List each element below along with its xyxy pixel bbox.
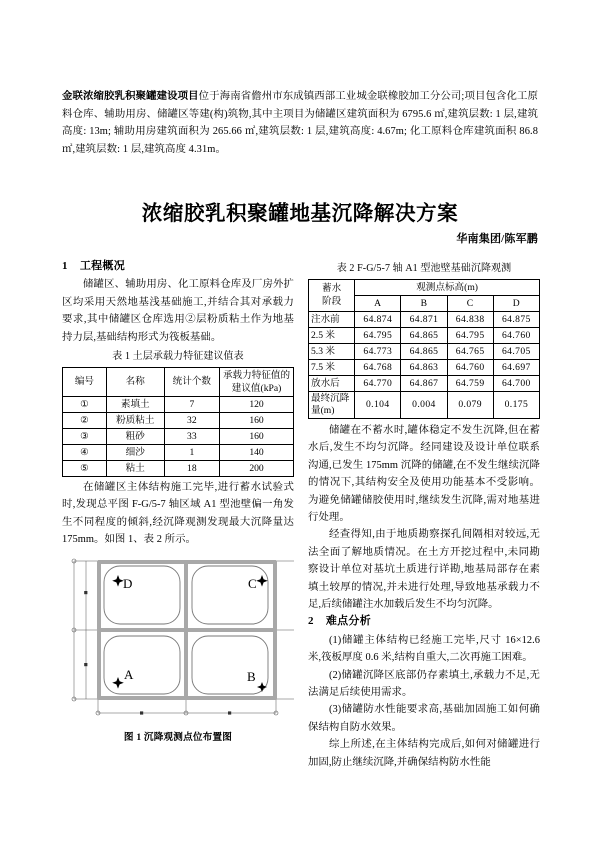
table-1-caption: 表 1 土层承载力特征建议值表: [112, 351, 244, 363]
cell-value-a: 64.773: [355, 343, 401, 359]
cell-id: ①: [63, 396, 107, 412]
table-row: [63, 396, 294, 412]
cell-value-b: 64.865: [401, 343, 447, 359]
table-row-header: [63, 367, 294, 396]
col-header-name: 名称: [106, 367, 164, 396]
cell-value-d: 64.875: [493, 311, 539, 327]
col-header-elevation-group: 观测点标高(m): [355, 279, 540, 295]
section-1-paragraph: 储罐区、辅助用房、化工原料仓库及厂房外扩区均采用天然地基浅基础施工,并结合其对承载力要求,其中储罐区仓库选用②层粉质粘土作为地基持力层,基础结构形式为筏板基础。: [62, 279, 294, 343]
cell-label-b: B: [247, 668, 256, 684]
col-header-id: 编号: [63, 367, 107, 396]
cell-value-d: 64.705: [493, 343, 539, 359]
section-2-heading: [308, 613, 540, 630]
tank-cell-b: [192, 636, 268, 694]
intro-paragraph: [62, 88, 538, 158]
cell-count: 18: [164, 460, 219, 476]
cell-count: 33: [164, 428, 219, 444]
cell-value: 160: [220, 428, 294, 444]
section-2-title: 难点分析: [325, 615, 372, 628]
cell-label-a: A: [124, 666, 134, 682]
byline: 华南集团/陈军鹏: [456, 233, 538, 245]
left-column: [62, 258, 294, 743]
final-label-line-1: 最终沉降: [311, 392, 350, 404]
cell-final-label: [309, 391, 355, 418]
stage-header-line-1: 蓄水: [322, 283, 342, 295]
cell-name: 细沙: [106, 444, 164, 460]
table-settlement-observation: [308, 279, 540, 419]
col-header-point-c: C: [447, 295, 493, 311]
section-2-item-2: (2)储罐沉降区底部仍存素填土,承载力不足,无法满足后续使用需求。: [308, 669, 540, 698]
cell-name: 素填土: [106, 396, 164, 412]
section-1-title: 工程概况: [79, 260, 126, 272]
table-row: [309, 311, 540, 327]
cell-value-c: 64.838: [447, 311, 493, 327]
figure-svg: [62, 555, 294, 727]
cell-value-b: 64.865: [401, 327, 447, 343]
cell-value-b: 64.867: [401, 375, 447, 391]
cell-stage: 5.3 米: [309, 343, 355, 359]
final-label-line-2: 量(m): [311, 404, 335, 416]
figure-caption: 图 1 沉降观测点位布置图: [123, 731, 233, 743]
section-2-number: 2: [308, 615, 314, 628]
cell-label-d: D: [123, 575, 133, 591]
cell-id: ④: [63, 444, 107, 460]
col-header-stage: [309, 279, 355, 311]
cell-value-c: 64.759: [447, 375, 493, 391]
section-1-number: 1: [62, 260, 68, 272]
cell-final-d: 0.175: [493, 391, 539, 418]
cell-value: 200: [220, 460, 294, 476]
col-header-point-d: D: [493, 295, 539, 311]
cell-final-a: 0.104: [355, 391, 401, 418]
cell-final-b: 0.004: [401, 391, 447, 418]
cell-id: ⑤: [63, 460, 107, 476]
col-header-point-b: B: [401, 295, 447, 311]
cell-id: ③: [63, 428, 107, 444]
table-row-header-group: [309, 279, 540, 295]
stage-header-line-2: 阶段: [322, 296, 342, 308]
cell-value-c: 64.760: [447, 359, 493, 375]
cell-value-a: 64.874: [355, 311, 401, 327]
cell-count: 7: [164, 396, 219, 412]
cell-stage: 注水前: [309, 311, 355, 327]
table-row: [309, 343, 540, 359]
cell-final-c: 0.079: [447, 391, 493, 418]
table-row: [63, 412, 294, 428]
col-header-value: 承载力特征值的建议值(kPa): [220, 367, 294, 396]
cell-name: 粗砂: [106, 428, 164, 444]
cell-stage: 2.5 米: [309, 327, 355, 343]
left-paragraph-2: 在储罐区主体结构施工完毕,进行蓄水试验式时,发现总平图 F-G/5-7 轴区域 A1 型池壁偏一角发生不同程度的倾斜,经沉降观测发现最大沉降量达 175mm。如图 1、表 2 所示。: [62, 481, 294, 546]
table-row: [309, 327, 540, 343]
section-2-summary: 综上所述,在主体结构完成后,如何对储罐进行加固,防止继续沉降,并确保结构防水性能: [308, 739, 540, 768]
cell-label-c: C: [248, 575, 257, 591]
cell-value-b: 64.863: [401, 359, 447, 375]
cell-value-c: 64.765: [447, 343, 493, 359]
cell-value-d: 64.700: [493, 375, 539, 391]
page-title: 浓缩胶乳积聚罐地基沉降解决方案: [141, 201, 459, 225]
cell-value: 160: [220, 412, 294, 428]
cell-value-a: 64.795: [355, 327, 401, 343]
intro-lead: 金联浓缩胶乳积聚罐建设项目: [62, 91, 199, 102]
intro-text: 位于海南省儋州市东成镇西部工业城金联橡胶加工分公司;项目包含化工原料仓库、辅助用房、储罐区等建(构)筑物,其中主项目为储罐区建筑面积为 6795.6 ㎡,建筑层数: 1 层,建筑高度: 13m; 辅助用房建筑面积为 265.66 ㎡,建筑层数: 1 层,建筑高度: 4.67m; 化工原料仓库建筑面积 86.8 ㎡,建筑层数: 1 层,建筑高度 4.31m。: [62, 91, 538, 155]
cell-name: 粘土: [106, 460, 164, 476]
table-row: [63, 428, 294, 444]
col-header-count: 统计个数: [164, 367, 219, 396]
cell-value-a: 64.770: [355, 375, 401, 391]
cell-value-a: 64.768: [355, 359, 401, 375]
cell-name: 粉质粘土: [106, 412, 164, 428]
right-paragraph-1: 储罐在不蓄水时,罐体稳定不发生沉降,但在蓄水后,发生不均匀沉降。经同建设及设计单位联系沟通,已发生 175mm 沉降的储罐,在不发生继续沉降的情况下,其结构安全及使用功能基本不受影响。为避免储罐储胶使用时,继续发生沉降,需对地基进行处理。: [308, 424, 540, 523]
cell-count: 1: [164, 444, 219, 460]
cell-id: ②: [63, 412, 107, 428]
cell-value-c: 64.795: [447, 327, 493, 343]
right-column: [308, 258, 540, 771]
cell-stage: 放水后: [309, 375, 355, 391]
table-row: [63, 460, 294, 476]
col-header-point-a: A: [355, 295, 401, 311]
cell-value-d: 64.760: [493, 327, 539, 343]
cell-count: 32: [164, 412, 219, 428]
tank-cell-d: [104, 566, 180, 624]
table-2-caption: 表 2 F-G/5-7 轴 A1 型池壁基础沉降观测: [336, 263, 512, 274]
cell-value-d: 64.697: [493, 359, 539, 375]
figure-settlement-layout: [62, 555, 294, 743]
cell-value: 140: [220, 444, 294, 460]
tank-cell-c: [192, 566, 268, 624]
tank-cell-a: [104, 636, 180, 694]
table-row: [309, 375, 540, 391]
cell-value-b: 64.871: [401, 311, 447, 327]
cell-value: 120: [220, 396, 294, 412]
cell-stage: 7.5 米: [309, 359, 355, 375]
section-2-item-1: (1)储罐主体结构已经施工完毕,尺寸 16×12.6 米,筏板厚度 0.6 米,结构自重大,二次再施工困难。: [308, 634, 540, 664]
table-soil-bearing: [62, 367, 294, 477]
table-row: [309, 359, 540, 375]
table-row-final: [309, 391, 540, 418]
right-paragraph-2: 经查得知,由于地质勘察探孔间隔相对较远,无法全面了解地质情况。在土方开挖过程中,未同勘察设计单位对基坑土质进行详勘,地基局部存在素填土较厚的情况,并未进行处理,导致地基承载力不足,后续储罐注水加载后发生不均匀沉降。: [308, 529, 540, 610]
table-row: [63, 444, 294, 460]
section-1-heading: [62, 258, 294, 275]
section-2-item-3: (3)储罐防水性能要求高,基础加固施工如何确保结构自防水效果。: [308, 704, 540, 733]
